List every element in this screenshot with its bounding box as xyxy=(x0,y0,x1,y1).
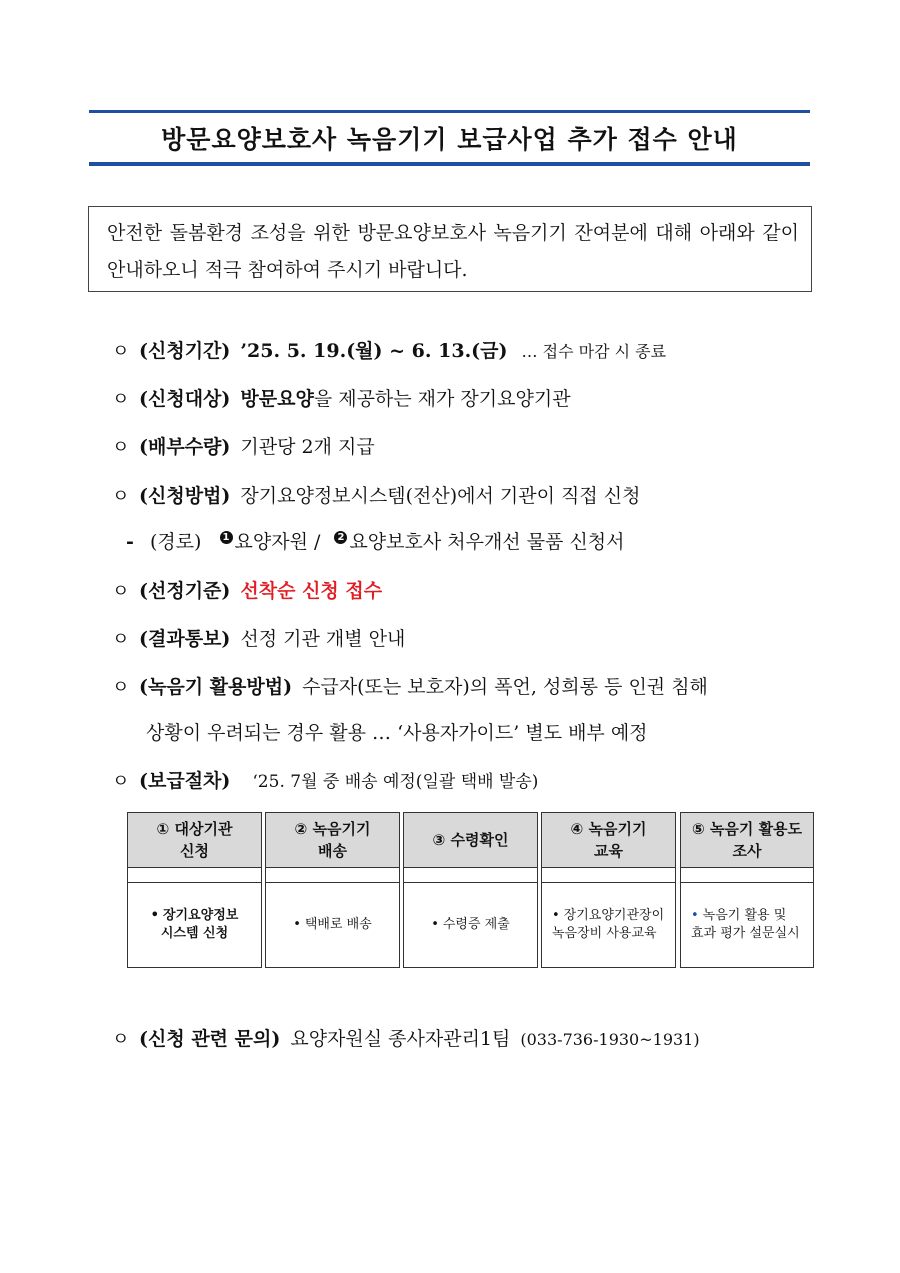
period-label: (신청기간) xyxy=(139,340,231,362)
step-body xyxy=(541,882,676,968)
step-title-line1: ③ 수령확인 xyxy=(432,831,509,849)
inquiry-label: (신청 관련 문의) xyxy=(139,1028,281,1050)
step-title-line2: 배송 xyxy=(318,842,347,860)
step-title-line2: 교육 xyxy=(594,842,623,860)
usage-label: (녹음기 활용방법) xyxy=(139,676,293,698)
item-criteria xyxy=(112,576,382,603)
step-header xyxy=(403,812,538,868)
step-spacer xyxy=(265,868,400,882)
route-part1: 요양자원 / xyxy=(234,531,321,553)
procedure-label: (보급절차) xyxy=(139,770,231,792)
step-spacer xyxy=(127,868,262,882)
step-body-line1: 장기요양기관장이 xyxy=(563,908,665,923)
number-two-icon: 2 xyxy=(334,531,347,544)
step-2 xyxy=(265,812,400,968)
item-usage xyxy=(112,672,708,699)
bullet-icon: ㅇ xyxy=(112,677,130,698)
step-body xyxy=(680,882,814,968)
step-body xyxy=(265,882,400,968)
target-value-bold: 방문요양 xyxy=(240,388,314,410)
bullet-icon: • xyxy=(150,908,159,923)
step-spacer xyxy=(680,868,814,882)
title-banner xyxy=(89,110,810,166)
usage-value-line1: 수급자(또는 보호자)의 폭언, 성희롱 등 인권 침해 xyxy=(302,676,708,698)
result-label: (결과통보) xyxy=(139,628,231,650)
item-quantity xyxy=(112,432,375,459)
step-1 xyxy=(127,812,262,968)
bullet-icon: ㅇ xyxy=(112,1029,130,1050)
target-value: 을 제공하는 재가 장기요양기관 xyxy=(313,388,571,410)
bullet-icon: ㅇ xyxy=(112,486,130,507)
route-line xyxy=(126,527,625,554)
criteria-label: (선정기준) xyxy=(139,580,231,602)
step-header xyxy=(265,812,400,868)
item-target xyxy=(112,384,571,411)
inquiry-value: 요양자원실 종사자관리1팀 xyxy=(290,1028,511,1050)
method-label: (신청방법) xyxy=(139,485,231,507)
target-label: (신청대상) xyxy=(139,388,231,410)
item-procedure xyxy=(112,766,538,793)
bullet-icon: ㅇ xyxy=(112,771,130,792)
bullet-icon: ㅇ xyxy=(112,437,130,458)
step-title-line1: ⑤ 녹음기 활용도 xyxy=(691,820,803,838)
step-body-line1: 수령증 제출 xyxy=(442,917,510,932)
step-body-line1: 택배로 배송 xyxy=(304,917,372,932)
bullet-icon: ㅇ xyxy=(112,581,130,602)
step-3 xyxy=(403,812,538,968)
item-period xyxy=(112,336,666,363)
period-note: … 접수 마감 시 종료 xyxy=(521,342,667,361)
step-title-line1: ② 녹음기기 xyxy=(294,820,371,838)
result-value: 선정 기관 개별 안내 xyxy=(240,628,406,650)
step-header xyxy=(680,812,814,868)
bullet-icon: ㅇ xyxy=(112,629,130,650)
step-body-line1: 녹음기 활용 및 xyxy=(702,908,787,923)
bullet-icon: • xyxy=(293,917,301,932)
step-body xyxy=(403,882,538,968)
step-title-line1: ④ 녹음기기 xyxy=(570,820,647,838)
step-body-line2: 녹음장비 사용교육 xyxy=(552,926,657,941)
step-body-line2: 시스템 신청 xyxy=(160,926,229,941)
step-body xyxy=(127,882,262,968)
method-value: 장기요양정보시스템(전산)에서 기관이 직접 신청 xyxy=(240,485,641,507)
item-inquiry xyxy=(112,1024,700,1051)
intro-notice-box xyxy=(88,206,812,292)
criteria-value: 선착순 신청 접수 xyxy=(240,580,383,602)
bullet-icon: • xyxy=(691,908,699,923)
step-4 xyxy=(541,812,676,968)
step-header xyxy=(541,812,676,868)
bullet-icon: • xyxy=(431,917,439,932)
route-dash: - xyxy=(126,531,134,553)
usage-line2 xyxy=(146,718,648,745)
route-part2: 요양보호사 처우개선 물품 신청서 xyxy=(349,531,625,553)
step-title-line2: 조사 xyxy=(732,842,762,860)
bullet-icon: ㅇ xyxy=(112,389,130,410)
bullet-icon: • xyxy=(552,908,560,923)
step-body-line1: 장기요양정보 xyxy=(162,908,239,923)
page-title: 방문요양보호사 녹음기기 보급사업 추가 접수 안내 xyxy=(161,124,738,154)
route-label: (경로) xyxy=(149,531,202,553)
step-title-line1: ① 대상기관 xyxy=(156,820,233,838)
quantity-value: 기관당 2개 지급 xyxy=(240,436,375,458)
procedure-value: ‘25. 7월 중 배송 예정(일괄 택배 발송) xyxy=(252,772,539,792)
step-spacer xyxy=(541,868,676,882)
step-5 xyxy=(680,812,814,968)
step-spacer xyxy=(403,868,538,882)
item-method xyxy=(112,481,640,508)
item-result xyxy=(112,624,405,651)
period-value: ’25. 5. 19.(월) ~ 6. 13.(금) xyxy=(240,340,508,362)
quantity-label: (배부수량) xyxy=(139,436,231,458)
step-body-line2: 효과 평가 설문실시 xyxy=(691,926,800,941)
step-title-line2: 신청 xyxy=(180,842,209,860)
step-header xyxy=(127,812,262,868)
usage-value-line2: 상황이 우려되는 경우 활용 … ‘사용자가이드’ 별도 배부 예정 xyxy=(146,722,648,744)
inquiry-phone: (033-736-1930~1931) xyxy=(520,1030,700,1049)
bullet-icon: ㅇ xyxy=(112,341,130,362)
intro-text: 안전한 돌봄환경 조성을 위한 방문요양보호사 녹음기기 잔여분에 대해 아래와 같이 안내하오니 적극 참여하여 주시기 바랍니다. xyxy=(107,222,799,281)
number-one-icon: 1 xyxy=(220,531,233,544)
